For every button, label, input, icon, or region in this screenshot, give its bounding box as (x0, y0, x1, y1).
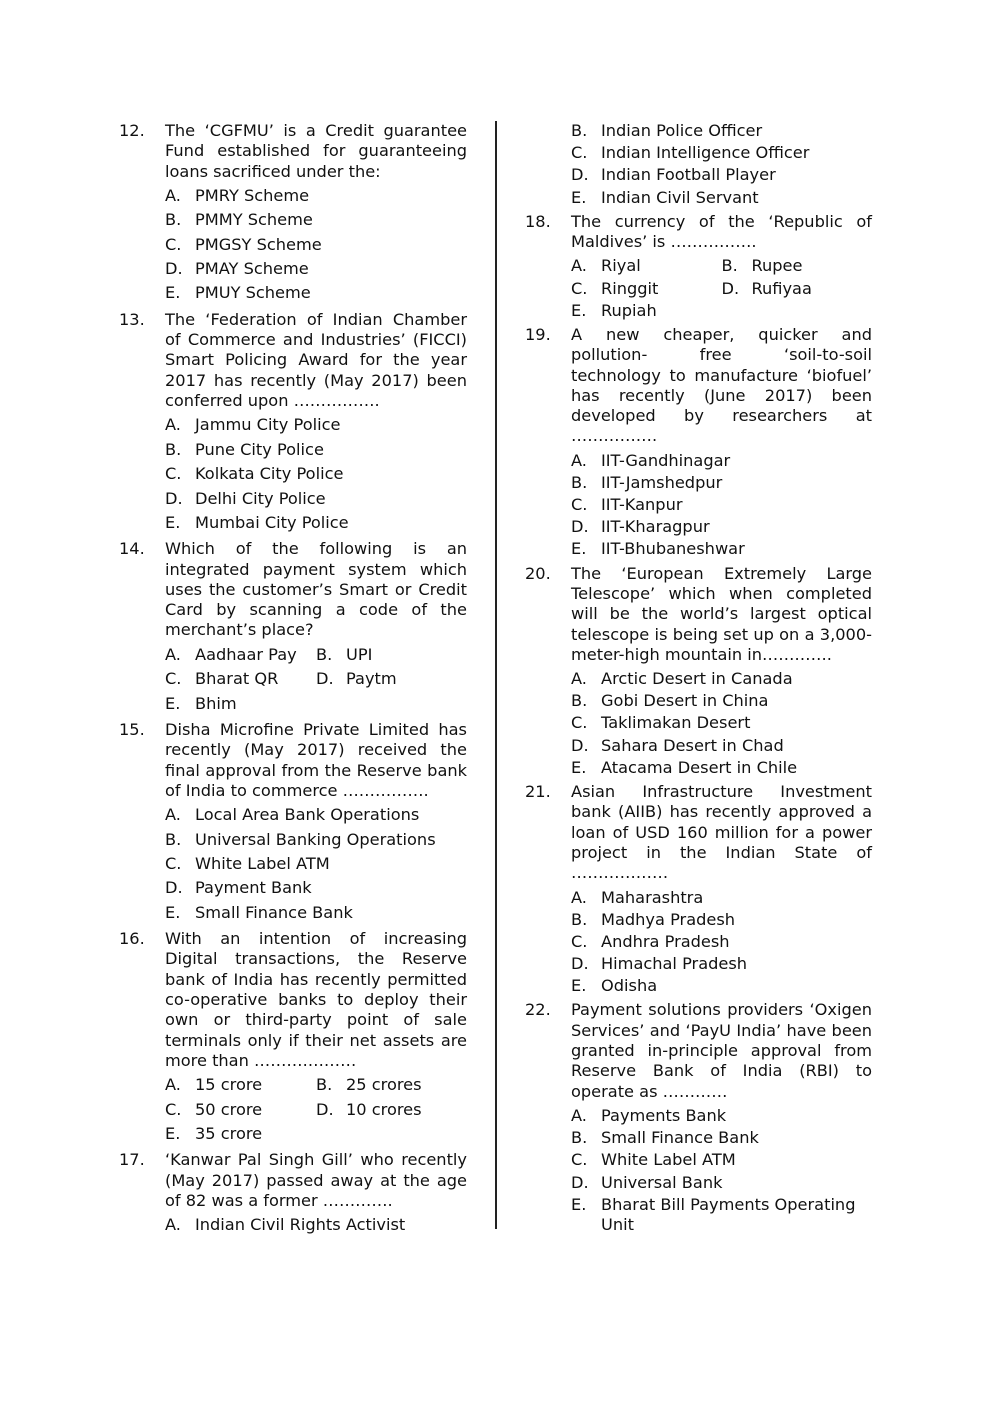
option-text: Indian Police Officer (601, 121, 763, 140)
question-text: The ‘CGFMU’ is a Credit guarantee Fund established for guaranteeing loans sacrificed under the: (165, 121, 467, 181)
option-a (165, 186, 467, 210)
option-list (571, 1105, 872, 1234)
option-e (571, 976, 872, 998)
option-text: White Label ATM (195, 853, 330, 873)
option-letter: E. (165, 1123, 181, 1143)
option-d (316, 1100, 467, 1124)
option-letter: C. (165, 464, 182, 484)
option-d (316, 669, 467, 693)
option-b (571, 121, 872, 143)
option-text: Delhi City Police (195, 488, 326, 508)
option-text: Pune City Police (195, 439, 324, 459)
option-c (571, 932, 872, 954)
option-b (571, 1128, 872, 1150)
option-e (571, 188, 872, 210)
option-a (571, 888, 872, 910)
option-text: Taklimakan Desert (601, 713, 751, 733)
option-text: IIT-Gandhinagar (601, 450, 731, 470)
option-d (571, 517, 872, 539)
option-text: 15 crore (195, 1075, 263, 1095)
option-letter: A. (571, 450, 587, 470)
option-letter: A. (165, 415, 181, 435)
option-letter: E. (571, 539, 587, 559)
option-letter: B. (316, 644, 333, 664)
option-text: Payments Bank (601, 1105, 727, 1125)
option-text: Mumbai City Police (195, 512, 349, 532)
option-text: 35 crore (195, 1123, 263, 1143)
option-text: PMUY Scheme (195, 283, 311, 303)
option-e (165, 694, 467, 718)
option-letter: D. (571, 735, 589, 755)
option-letter: C. (165, 1099, 182, 1119)
option-list (571, 451, 872, 562)
option-text: IIT-Bhubaneshwar (601, 539, 745, 559)
option-list (571, 256, 872, 323)
option-text: Indian Intelligence Officer (601, 143, 810, 163)
option-letter: B. (165, 829, 182, 849)
left-column (119, 121, 467, 1242)
option-letter: D. (165, 259, 183, 279)
option-text: Himachal Pradesh (601, 954, 748, 974)
question-16 (119, 929, 467, 1148)
option-c (165, 235, 467, 259)
option-letter: E. (571, 300, 587, 320)
option-text: 25 crores (346, 1075, 422, 1095)
option-text: PMMY Scheme (195, 210, 313, 230)
option-text: Small Finance Bank (195, 902, 353, 922)
option-text: IIT-Kanpur (601, 495, 683, 515)
option-a (571, 256, 722, 278)
option-letter: D. (316, 669, 334, 689)
option-e (571, 758, 872, 780)
question-13 (119, 310, 467, 537)
option-letter: A. (571, 887, 587, 907)
option-list (571, 888, 872, 999)
option-d (571, 165, 872, 187)
option-text: Local Area Bank Operations (195, 805, 420, 825)
option-letter: C. (165, 853, 182, 873)
option-b (165, 440, 467, 464)
question-18 (525, 212, 872, 323)
option-letter: E. (165, 693, 181, 713)
question-text: ‘Kanwar Pal Singh Gill’ who recently (May 2017) passed away at the age of 82 was a former …………. (165, 1150, 467, 1210)
option-e (165, 903, 467, 927)
option-letter: E. (165, 283, 181, 303)
option-letter: B. (571, 691, 588, 711)
option-text: Atacama Desert in Chile (601, 757, 798, 777)
option-list (571, 669, 872, 780)
question-number: 19. (525, 324, 551, 344)
option-letter: B. (316, 1075, 333, 1095)
option-text: Madhya Pradesh (601, 909, 736, 929)
option-letter: B. (165, 439, 182, 459)
option-letter: D. (571, 1172, 589, 1192)
question-number: 16. (119, 929, 145, 949)
question-text: Which of the following is an integrated payment system which uses the customer’s Smart or Credit Card by scanning a code of the merchant’s place? (165, 539, 467, 640)
option-text: Indian Civil Servant (601, 187, 759, 207)
option-letter: C. (571, 713, 588, 733)
option-a (571, 669, 872, 691)
option-letter: B. (571, 121, 588, 140)
option-c (165, 1100, 316, 1124)
option-d (165, 489, 467, 513)
option-d (722, 279, 873, 301)
option-c (165, 464, 467, 488)
option-e (571, 539, 872, 561)
option-letter: A. (165, 1215, 181, 1235)
option-text: Rufiyaa (751, 278, 812, 298)
option-text: Payment Bank (195, 878, 312, 898)
question-text: The currency of the ‘Republic of Maldives’ is ……………. (571, 211, 872, 252)
option-letter: A. (571, 669, 587, 689)
column-divider (495, 121, 497, 1229)
option-e (165, 513, 467, 537)
option-letter: A. (165, 1075, 181, 1095)
option-a (165, 645, 316, 669)
option-letter: C. (165, 234, 182, 254)
option-letter: E. (165, 902, 181, 922)
option-text: Aadhaar Pay (195, 644, 297, 664)
option-e (571, 301, 872, 323)
question-12 (119, 121, 467, 308)
option-d (571, 736, 872, 758)
question-number: 15. (119, 719, 145, 739)
option-d (571, 954, 872, 976)
option-letter: B. (571, 472, 588, 492)
option-c (571, 279, 722, 301)
option-text: Universal Bank (601, 1172, 723, 1192)
question-21 (525, 782, 872, 998)
option-letter: B. (571, 1128, 588, 1148)
option-c (571, 143, 872, 165)
question-text: Disha Microfine Private Limited has recently (May 2017) received the final approval from the Reserve bank of India to commerce ……………. (165, 719, 467, 800)
option-text: Rupee (751, 256, 803, 276)
option-a (571, 451, 872, 473)
option-list (165, 186, 467, 308)
option-letter: B. (165, 210, 182, 230)
option-d (571, 1173, 872, 1195)
option-text: Arctic Desert in Canada (601, 669, 793, 689)
right-column (525, 121, 872, 1234)
option-letter: A. (571, 256, 587, 276)
option-list (165, 805, 467, 927)
option-letter: E. (571, 976, 587, 996)
option-letter: C. (571, 278, 588, 298)
question-number: 21. (525, 782, 551, 802)
option-text: Ringgit (601, 278, 659, 298)
option-c (571, 495, 872, 517)
option-letter: E. (571, 757, 587, 777)
question-14 (119, 539, 467, 718)
option-text: Kolkata City Police (195, 464, 344, 484)
option-text: IIT-Kharagpur (601, 517, 710, 537)
option-a (165, 415, 467, 439)
option-letter: D. (721, 278, 740, 298)
option-letter: C. (571, 495, 588, 515)
option-text: Universal Banking Operations (195, 829, 436, 849)
option-text: UPI (346, 644, 373, 664)
question-17 (119, 1150, 467, 1239)
option-letter: D. (571, 954, 589, 974)
question-number: 12. (119, 121, 145, 140)
option-d (165, 259, 467, 283)
option-text: 10 crores (346, 1099, 422, 1119)
option-letter: A. (571, 1105, 587, 1125)
option-text: Andhra Pradesh (601, 931, 730, 951)
question-number: 13. (119, 309, 145, 329)
option-text: Bharat Bill Payments Operating Unit (601, 1194, 856, 1234)
question-number: 18. (525, 211, 551, 231)
option-text: Sahara Desert in Chad (601, 735, 784, 755)
option-letter: B. (571, 909, 588, 929)
option-b (165, 210, 467, 234)
question-15 (119, 720, 467, 927)
option-b (722, 256, 873, 278)
question-number: 22. (525, 1000, 551, 1020)
option-text: Maharashtra (601, 887, 704, 907)
option-b (571, 910, 872, 932)
option-letter: E. (571, 187, 587, 207)
option-letter: C. (571, 143, 588, 163)
option-text: Riyal (601, 256, 641, 276)
option-text: 50 crore (195, 1099, 263, 1119)
question-number: 20. (525, 563, 551, 583)
option-text: Bharat QR (195, 669, 279, 689)
option-text: Gobi Desert in China (601, 691, 769, 711)
question-text: With an intention of increasing Digital transactions, the Reserve bank of India has recently permitted co-operative banks to deploy their own or third-party point of sale terminals only if their net assets are more than ……….……… (165, 929, 467, 1070)
option-a (165, 1075, 316, 1099)
question-number: 14. (119, 539, 145, 559)
option-e (165, 283, 467, 307)
option-letter: A. (165, 644, 181, 664)
option-letter: D. (571, 517, 589, 537)
question-text: Payment solutions providers ‘Oxigen Services’ and ‘PayU India’ have been granted in-principle approval from Reserve Bank of India (RBI) to operate as ………… (571, 1000, 872, 1101)
option-c (165, 854, 467, 878)
option-a (165, 1215, 467, 1239)
option-text: PMAY Scheme (195, 259, 309, 279)
question-17-continued (525, 121, 872, 210)
option-d (165, 878, 467, 902)
option-b (571, 473, 872, 495)
option-letter: C. (571, 1150, 588, 1170)
question-text: Asian Infrastructure Investment bank (AIIB) has recently approved a loan of USD 160 million for a power project in the Indian State of ……………… (571, 782, 872, 883)
option-letter: D. (316, 1099, 334, 1119)
option-letter: A. (165, 805, 181, 825)
option-b (316, 1075, 467, 1099)
option-text: PMGSY Scheme (195, 234, 322, 254)
question-19 (525, 325, 872, 562)
option-text: PMRY Scheme (195, 185, 310, 205)
option-text: IIT-Jamshedpur (601, 472, 723, 492)
option-a (165, 805, 467, 829)
option-text: Small Finance Bank (601, 1128, 759, 1148)
option-b (316, 645, 467, 669)
option-text: Indian Football Player (601, 165, 776, 185)
option-e (165, 1124, 467, 1148)
option-text: Bhim (195, 693, 237, 713)
question-20 (525, 564, 872, 780)
option-text: Odisha (601, 976, 658, 996)
option-text: Rupiah (601, 300, 657, 320)
option-letter: C. (571, 931, 588, 951)
option-list (165, 1075, 467, 1148)
option-letter: D. (571, 165, 589, 185)
option-letter: E. (571, 1194, 587, 1214)
option-letter: A. (165, 185, 181, 205)
option-text: Paytm (346, 669, 397, 689)
option-e (571, 1194, 872, 1234)
option-b (165, 830, 467, 854)
option-letter: E. (165, 512, 181, 532)
question-text: The ‘Federation of Indian Chamber of Commerce and Industries’ (FICCI) Smart Policing Award for the year 2017 has recently (May 2017) been conferred upon ……………. (165, 309, 467, 411)
option-text: Jammu City Police (195, 415, 341, 435)
option-c (571, 1150, 872, 1172)
option-letter: C. (165, 669, 182, 689)
option-c (571, 713, 872, 735)
option-list (165, 645, 467, 718)
option-letter: D. (165, 488, 183, 508)
option-letter: B. (721, 256, 738, 276)
question-22 (525, 1000, 872, 1234)
option-a (571, 1106, 872, 1128)
option-letter: D. (165, 878, 183, 898)
question-text: A new cheaper, quicker and pollution- free ‘soil-to-soil technology to manufacture ‘biofuel’ has recently (June 2017) been developed by researchers at ……………. (571, 324, 872, 446)
option-list (571, 121, 872, 210)
option-b (571, 691, 872, 713)
question-text: The ‘European Extremely Large Telescope’ which when completed will be the world’s largest optical telescope is being set up on a 3,000-meter-high mountain in…………. (571, 563, 872, 664)
option-c (165, 669, 316, 693)
option-text: White Label ATM (601, 1150, 736, 1170)
option-list (165, 415, 467, 537)
option-list (165, 1215, 467, 1239)
option-text: Indian Civil Rights Activist (195, 1215, 406, 1235)
question-number: 17. (119, 1150, 145, 1170)
